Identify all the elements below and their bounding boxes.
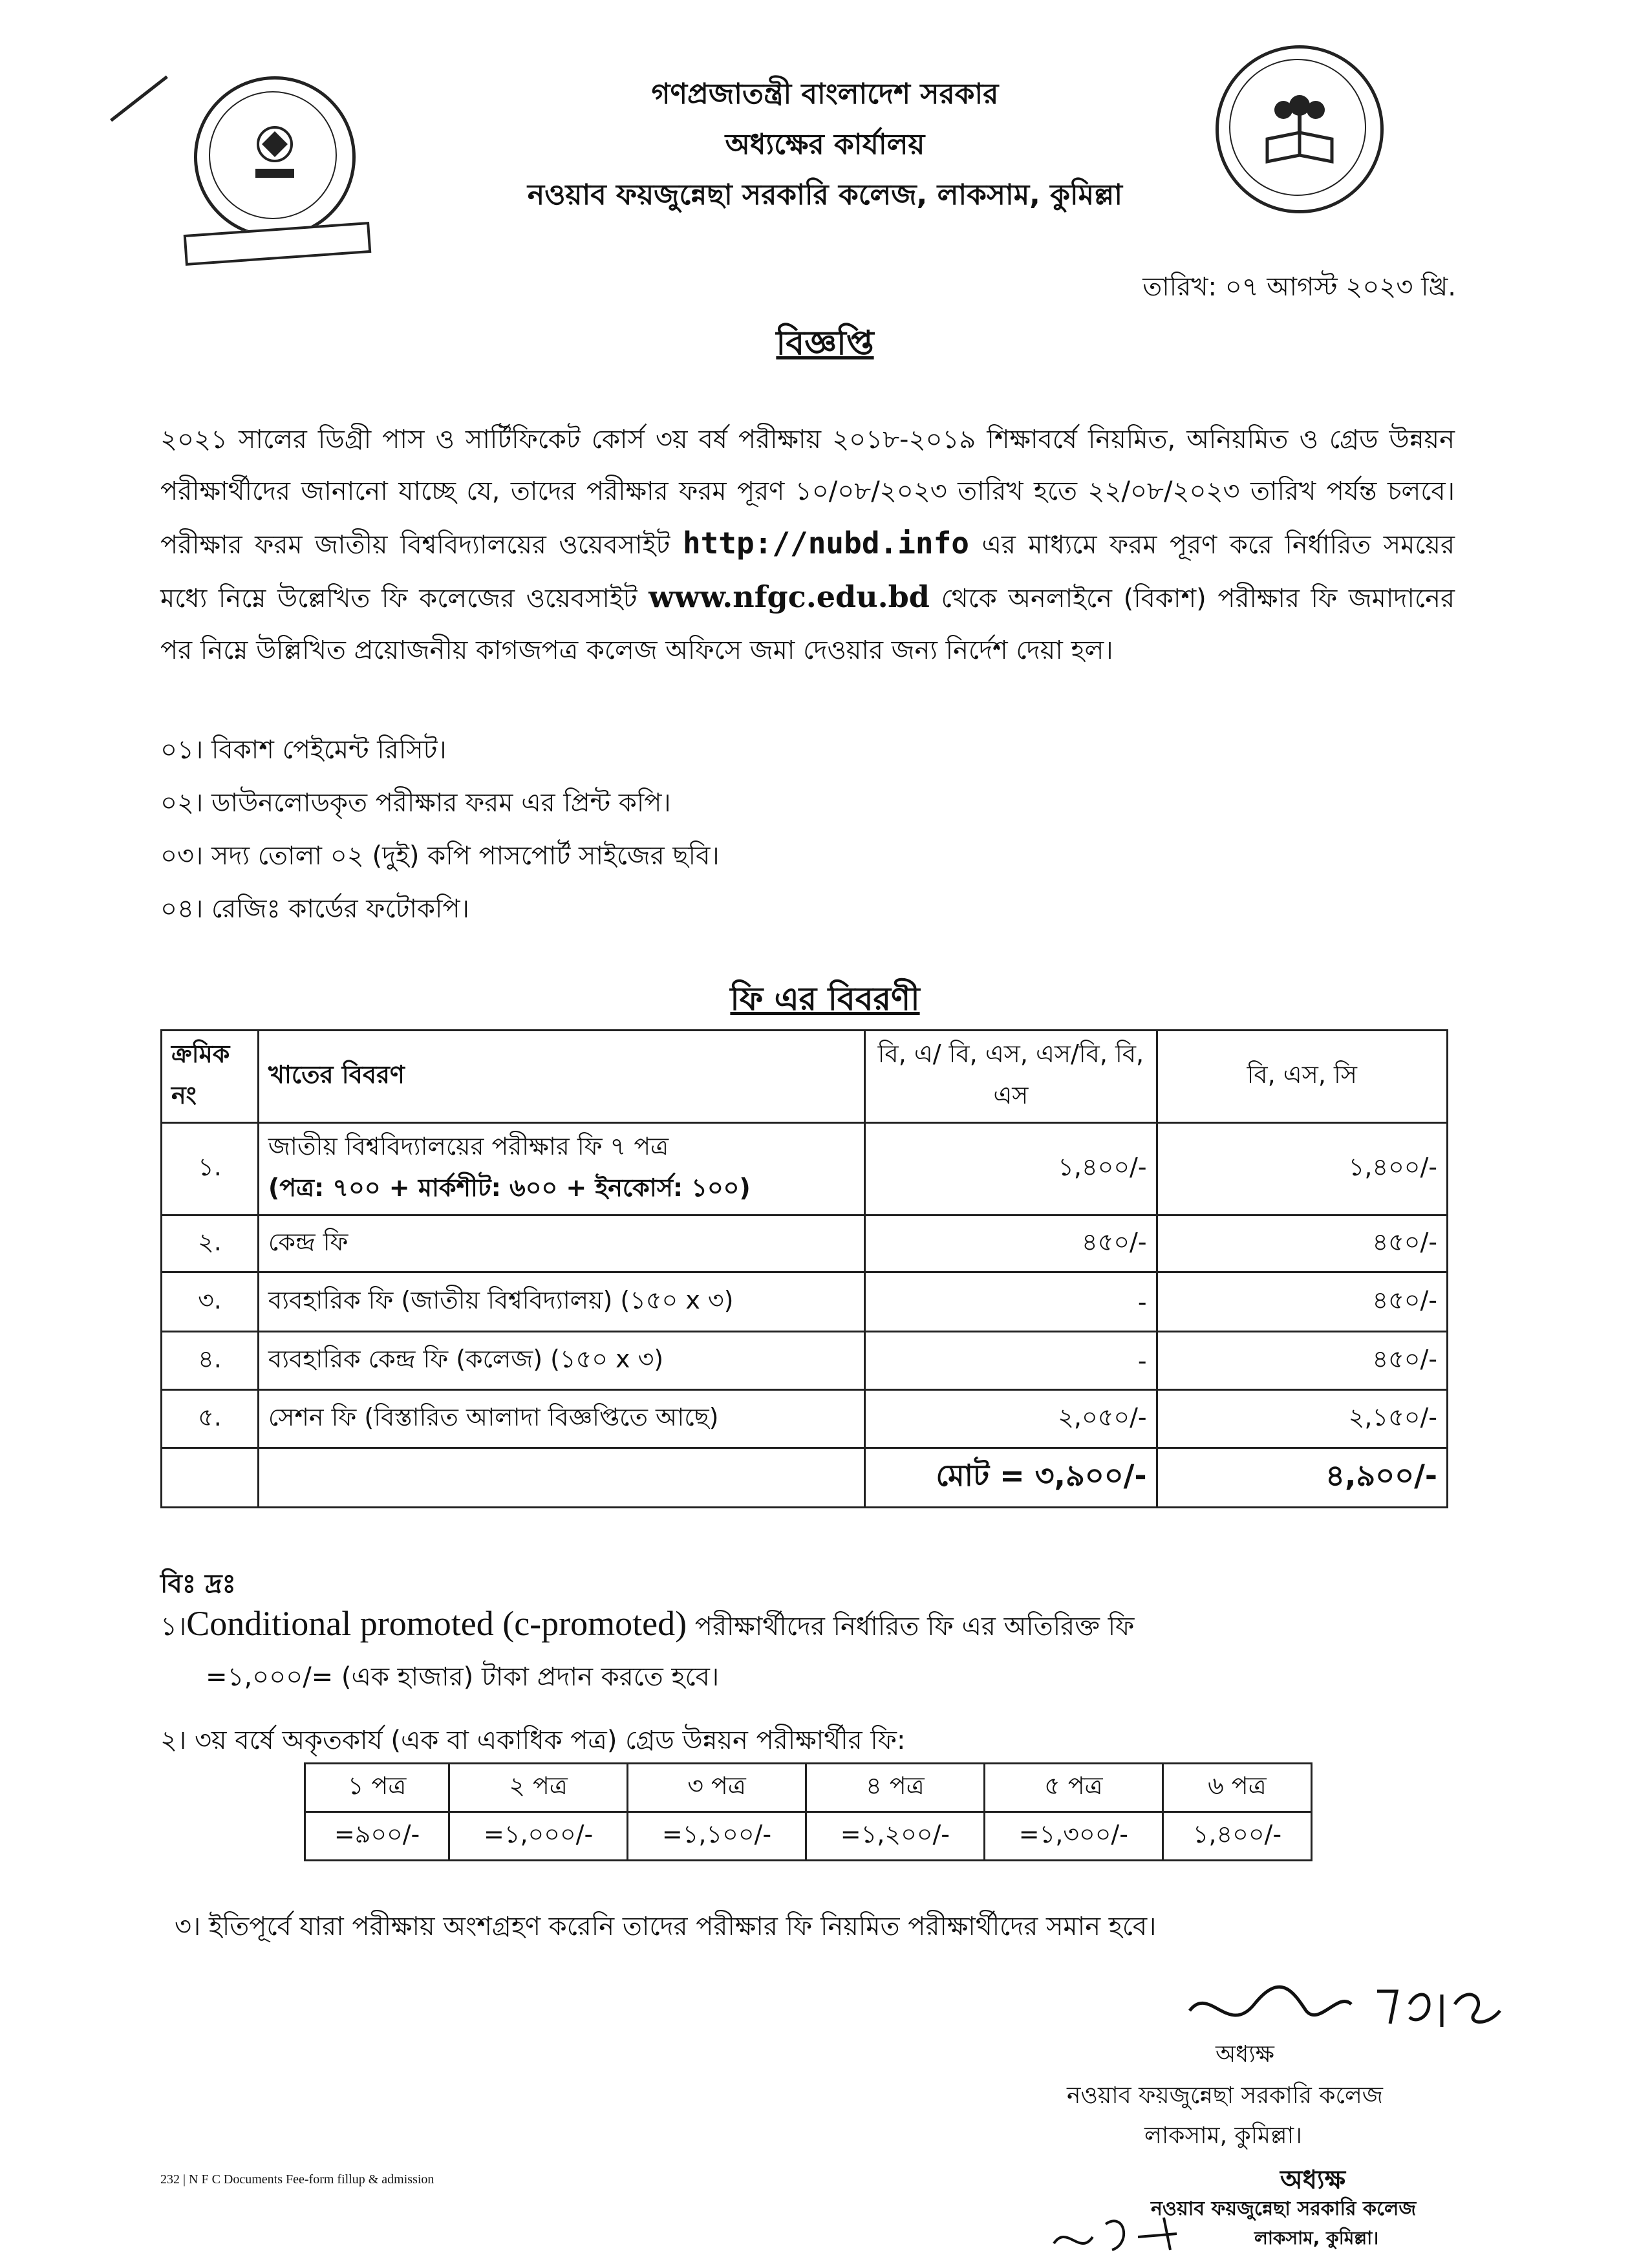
table-header-row (305, 1764, 1312, 1812)
stamp-signature (1047, 2198, 1216, 2263)
paragraph-text-1: ২০২১ সালের ডিগ্রী পাস ও সার্টিফিকেট কোর্স ৩য় বর্ষ পরীক্ষায় ২০১৮-২০১৯ শিক্ষাবর্ষে নিয়মিত, অনিয়মিত ও গ্রেড উন্নয়ন পরীক্ষার্থীদের জানানো যাচ্ছে যে, তাদের পরীক্ষার ফরম পূরণ ১০/০৮/২০২৩ তারিখ হতে ২২/০৮/২০২৩ তারিখ পর্যন্ত চলবে। পরীক্ষার ফরম জাতীয় বিশ্ববিদ্যালয়ের ওয়েবসাইট (160, 425, 1455, 560)
handwritten-signature (1183, 1965, 1519, 2043)
row-description: ব্যবহারিক ফি (জাতীয় বিশ্ববিদ্যালয়) (১৫০ x ৩) (258, 1272, 864, 1332)
grade-value: =১,২০০/- (806, 1812, 984, 1861)
row-serial: ৫. (162, 1390, 259, 1448)
row-fee-ba: - (865, 1272, 1157, 1332)
row-description (258, 1123, 864, 1215)
list-item: ০৪। রেজিঃ কার্ডের ফটোকপি। (160, 894, 469, 924)
total-empty-cell (162, 1448, 259, 1508)
total-ba: মোট = ৩,৯০০/- (865, 1448, 1157, 1508)
stamp-title: অধ্যক্ষ (1280, 2165, 1346, 2195)
note-1-bengali: পরীক্ষার্থীদের নির্ধারিত ফি এর অতিরিক্ত ফি (687, 1612, 1135, 1642)
row-fee-ba: ৪৫০/- (865, 1215, 1157, 1272)
row-description-detail: (পত্র: ৭০০ + মার্কশীট: ৬০০ + ইনকোর্স: ১০০) (268, 1173, 751, 1202)
paragraph-text-2: এর মাধ্যমে ফরম পূরণ করে নির্ধারিত সময়ের মধ্যে নিম্নে উল্লেখিত ফি কলেজের ওয়েবসাইট (160, 530, 1455, 614)
table-row (162, 1215, 1448, 1272)
note-1-line2: =১,০০০/= (এক হাজার) টাকা প্রদান করতে হবে। (206, 1662, 720, 1692)
grade-header: ২ পত্র (449, 1764, 628, 1812)
grade-header: ৩ পত্র (628, 1764, 806, 1812)
list-item: ০১। বিকাশ পেইমেন্ট রিসিট। (160, 735, 447, 765)
official-stamp (1034, 2159, 1487, 2263)
header-description: খাতের বিবরণ (258, 1031, 864, 1123)
table-row (305, 1812, 1312, 1861)
row-fee-bsc: ৪৫০/- (1157, 1215, 1447, 1272)
header-government: গণপ্রজাতন্ত্রী বাংলাদেশ সরকার (651, 78, 999, 111)
grade-value: ১,৪০০/- (1162, 1812, 1311, 1861)
row-fee-bsc: ৪৫০/- (1157, 1272, 1447, 1332)
total-empty-cell (258, 1448, 864, 1508)
note-1-number: ১। (160, 1612, 187, 1642)
row-fee-bsc: ৪৫০/- (1157, 1332, 1447, 1390)
note-1-english: Conditional promoted (c-promoted) (186, 1604, 687, 1643)
row-fee-ba: ১,৪০০/- (865, 1123, 1157, 1215)
notice-date: তারিখ: ০৭ আগস্ট ২০২৩ খ্রি. (1142, 272, 1456, 302)
row-fee-ba: - (865, 1332, 1157, 1390)
row-description: কেন্দ্র ফি (258, 1215, 864, 1272)
row-description-line: জাতীয় বিশ্ববিদ্যালয়ের পরীক্ষার ফি ৭ পত্র (268, 1132, 669, 1161)
header-serial: ক্রমিক নং (162, 1031, 259, 1123)
grade-value: =৯০০/- (305, 1812, 449, 1861)
row-serial: ৩. (162, 1272, 259, 1332)
notes-heading: বিঃ দ্রঃ (160, 1569, 236, 1599)
note-2: ২। ৩য় বর্ষে অকৃতকার্য (এক বা একাধিক পত্র) গ্রেড উন্নয়ন পরীক্ষার্থীর ফি: (160, 1726, 906, 1755)
fee-table (160, 1029, 1448, 1508)
table-row (162, 1390, 1448, 1448)
grade-value: =১,১০০/- (628, 1812, 806, 1861)
nu-website-link[interactable]: http://nubd.info (682, 526, 969, 561)
table-total-row (162, 1448, 1448, 1508)
row-description: সেশন ফি (বিস্তারিত আলাদা বিজ্ঞপ্তিতে আছে) (258, 1390, 864, 1448)
row-fee-bsc: ২,১৫০/- (1157, 1390, 1447, 1448)
table-row (162, 1123, 1448, 1215)
table-row (162, 1332, 1448, 1390)
page-footer: 232 | N F C Documents Fee-form fillup & admission (160, 2172, 434, 2187)
notice-title: বিজ্ঞপ্তি (776, 324, 874, 363)
grade-value: =১,৩০০/- (984, 1812, 1162, 1861)
row-fee-ba: ২,০৫০/- (865, 1390, 1157, 1448)
documents-list (160, 729, 720, 941)
table-row (162, 1272, 1448, 1332)
row-fee-bsc: ১,৪০০/- (1157, 1123, 1447, 1215)
list-item: ০৩। সদ্য তোলা ০২ (দুই) কপি পাসপোর্ট সাইজের ছবি। (160, 841, 720, 871)
college-website-link[interactable]: www.nfgc.edu.bd (648, 579, 930, 614)
paragraph-text-3: থেকে অনলাইনে (বিকাশ) পরীক্ষার ফি জমাদানের পর নিম্নে উল্লিখিত প্রয়োজনীয় কাগজপত্র কলেজ অফিসে জমা দেওয়ার জন্য নির্দেশ দেয়া হল। (160, 584, 1455, 665)
note-3: ৩। ইতিপূর্বে যারা পরীক্ষায় অংশগ্রহণ করেনি তাদের পরীক্ষার ফি নিয়মিত পরীক্ষার্থীদের সমান হবে। (175, 1912, 1157, 1942)
note-1 (160, 1603, 1134, 1649)
header-college: নওয়াব ফয়জুন্নেছা সরকারি কলেজ, লাকসাম, কুমিল্লা (527, 178, 1123, 211)
header-bsc: বি, এস, সি (1157, 1031, 1447, 1123)
header-ba: বি, এ/ বি, এস, এস/বি, বি, এস (865, 1031, 1157, 1123)
signature-place: লাকসাম, কুমিল্লা। (1144, 2123, 1302, 2149)
list-item: ০২। ডাউনলোডকৃত পরীক্ষার ফরম এর প্রিন্ট কপি। (160, 788, 671, 818)
row-description: ব্যবহারিক কেন্দ্র ফি (কলেজ) (১৫০ x ৩) (258, 1332, 864, 1390)
table-header-row (162, 1031, 1448, 1123)
header-office: অধ্যক্ষের কার্যালয় (725, 128, 925, 161)
notice-paragraph (160, 414, 1455, 676)
grade-header: ৫ পত্র (984, 1764, 1162, 1812)
stamp-line-college: নওয়াব ফয়জুন্নেছা সরকারি কলেজ (1151, 2198, 1417, 2220)
grade-header: ৪ পত্র (806, 1764, 984, 1812)
fee-table-title: ফি এর বিবরণী (730, 980, 920, 1018)
signature-title: অধ্যক্ষ (1216, 2041, 1274, 2068)
total-bsc: ৪,৯০০/- (1157, 1448, 1447, 1508)
row-serial: ২. (162, 1215, 259, 1272)
grade-header: ৬ পত্র (1162, 1764, 1311, 1812)
grade-header: ১ পত্র (305, 1764, 449, 1812)
row-serial: ১. (162, 1123, 259, 1215)
signature-college: নওয়াব ফয়জুন্নেছা সরকারি কলেজ (1067, 2082, 1383, 2109)
grade-fee-table (304, 1762, 1312, 1861)
grade-value: =১,০০০/- (449, 1812, 628, 1861)
row-serial: ৪. (162, 1332, 259, 1390)
stamp-line-place: লাকসাম, কুমিল্লা। (1254, 2227, 1379, 2249)
